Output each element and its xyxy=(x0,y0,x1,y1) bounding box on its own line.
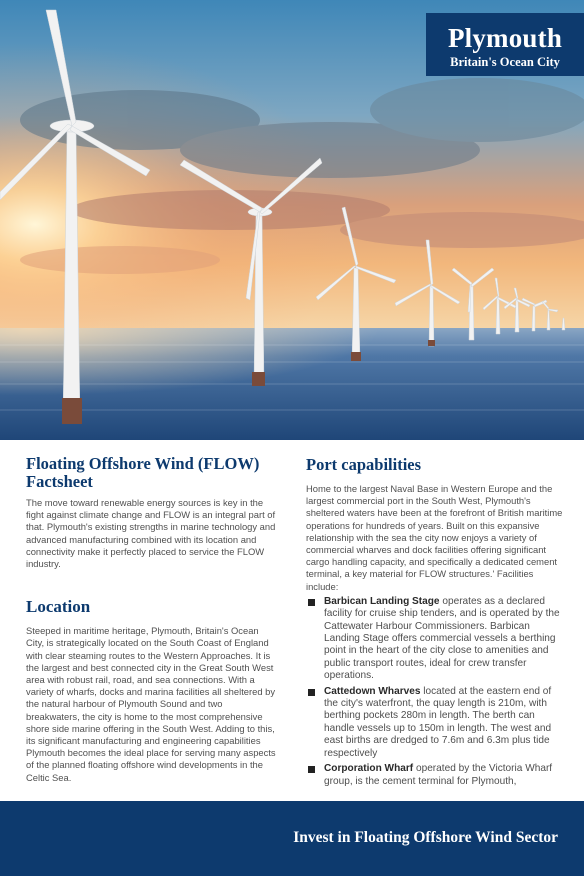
list-item xyxy=(306,686,564,760)
facilities-list xyxy=(306,596,564,788)
port-intro-paragraph: Home to the largest Naval Base in Western Europe and the largest commercial port in the South West, Plymouth's sheltered waters have been at the forefront of British maritime operations for hundreds of years. Built on this expansive relationship with the sea the city now enjoys a variety of commercial wharves and dock facilities offering significant cargo handling capacity, and specifically a dedicated cement terminal, a key material for FLOW structures.' Facilities include: xyxy=(306,483,563,592)
facility-description: located at the eastern end of the city's waterfront, the quay length is 210m, with berthing pockets 280m in length. The berth can handle vessels up to 150m in length. The west and east births are dredged to 7.6m and 6.3m plus tide respectively xyxy=(324,685,552,759)
intro-paragraph: The move toward renewable energy sources is key in the fight against climate change and FLOW is an integral part of that. Plymouth's existing strengths in marine technology and advanced manufacturing combined with its location and connectivity make it perfectly placed to service the FLOW industry. xyxy=(26,497,276,570)
facility-description: operated by the Victoria Wharf group, is the cement terminal for Plymouth, xyxy=(324,763,553,787)
facility-name: Barbican Landing Stage xyxy=(324,595,440,607)
facility-description: operates as a declared facility for cruise ship tenders, and is operated by the Cattewater Harbour Commissioners. Barbican Landing Stage offers commercial vessels a berthing point in the heart of the city close to amenities and public transport routes, ideal for crew transfer operations. xyxy=(324,595,560,682)
square-bullet-icon xyxy=(308,766,315,773)
plymouth-logo xyxy=(426,13,584,76)
square-bullet-icon xyxy=(308,599,315,606)
footer-banner xyxy=(0,801,584,876)
footer-title: Invest in Floating Offshore Wind Sector xyxy=(293,829,558,846)
left-column xyxy=(26,455,276,784)
square-bullet-icon xyxy=(308,689,315,696)
location-heading: Location xyxy=(26,597,91,617)
facility-name: Cattedown Wharves xyxy=(324,685,421,697)
right-column xyxy=(306,455,564,791)
brand-tagline: Britain's Ocean City xyxy=(450,55,560,69)
factsheet-title: Floating Offshore Wind (FLOW) Factsheet xyxy=(26,454,260,491)
location-paragraph: Steeped in maritime heritage, Plymouth, Britain's Ocean City, is strategically located on the South Coast of England with clear steaming routes to the Western Approaches. It is the largest and best connected city in the Great South West area with robust rail, road, and sea connections. With a variety of wharfs, docks and marina facilities all sheltered by the natural harbour of Plymouth Sound and two breakwaters, the city is home to the most comprehensive shore side marine offering in the South West. Adding to this, its significant manufacturing and engineering capabilities Plymouth becomes the ideal place for serving many aspects of the planned floating offshore wind developments in the Celtic Sea. xyxy=(26,625,276,783)
facility-name: Corporation Wharf xyxy=(324,763,414,775)
port-capabilities-heading: Port capabilities xyxy=(306,455,422,474)
list-item xyxy=(306,763,564,788)
list-item xyxy=(306,596,564,683)
brand-name: Plymouth xyxy=(447,23,563,53)
